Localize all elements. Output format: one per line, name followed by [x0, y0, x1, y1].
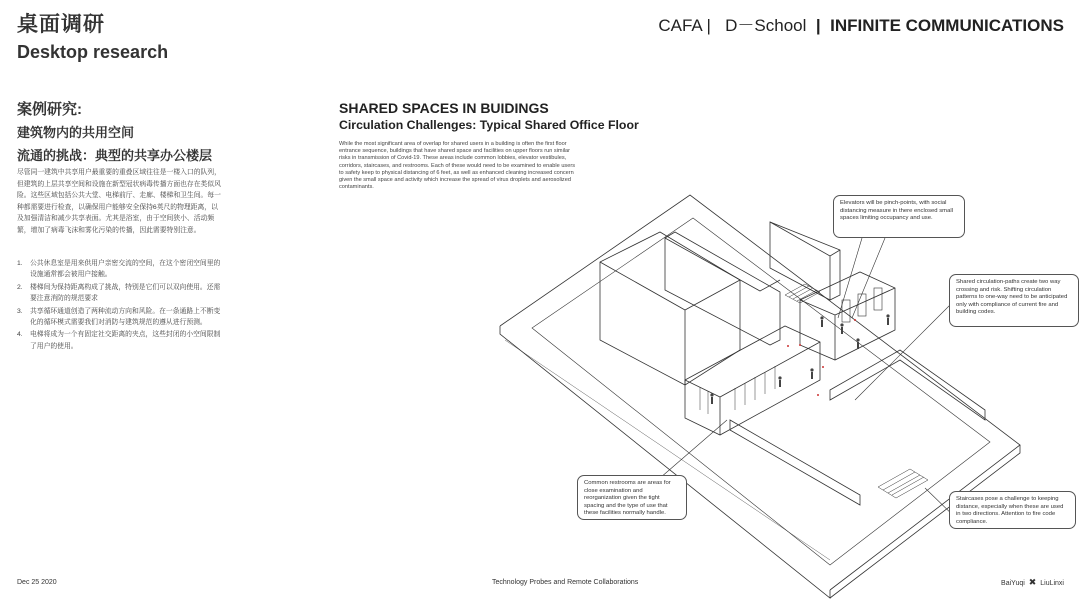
case-study-body: 尽管同一建筑中共享用户最重要的重叠区域往往是一楼入口的队列，但建筑的上层共享空间和设施在新型冠状病毒传播方面也存在类似风险。这些区域包括公共大堂、电梯前厅、走廊、楼梯和卫生间。每一种都需要进行检查，以确保用户能够安全保持6英尺的物理距离，以及加强清洁和减少共享表面。尤其是浴室，由于空间狭小、活动频繁，增加了病毒飞沫和雾化污染的传播，因此需要特别注意。: [17, 169, 221, 234]
elevator-door-2: [858, 294, 866, 316]
cross-icon: ✖: [1028, 577, 1037, 587]
callout-staircases: Staircases pose a challenge to keeping distance, especially when these are used in two directions. Attention to fire code compliance.: [949, 491, 1076, 529]
list-item: 3. 共享循环通道创造了两种流动方向和风险。在一条通路上不断变化的循环模式需要我们对消防与建筑规范的遵从进行预测。: [17, 307, 221, 327]
callout-elevators: Elevators will be pinch-points, with social distancing measure in there enclosed small spaces limiting occupancy and use.: [833, 195, 965, 238]
case-study-subheading: 建筑物内的共用空间: [17, 125, 135, 140]
elevator-core: [800, 272, 895, 360]
footer-center: Technology Probes and Remote Collaborations: [492, 579, 639, 586]
list-item: 4. 电梯将成为一个有固定社交距离的夹点，这些封闭的小空间限制了用户的使用。: [17, 331, 221, 350]
section-subtitle: Circulation Challenges: Typical Shared Office Floor: [339, 118, 639, 132]
staircase-bottom: [878, 469, 928, 498]
org-separator: |: [815, 16, 821, 35]
page-title-en: Desktop research: [17, 42, 169, 62]
callout-leaders: [660, 238, 958, 520]
floor-slab-edge: [500, 326, 830, 598]
case-study-subheading-2: 流通的挑战：典型的共享办公楼层: [17, 148, 213, 163]
org-header: [658, 11, 1064, 36]
footer-authors: [1001, 577, 1064, 588]
elevator-door-3: [874, 288, 882, 310]
org-infinite-communications: INFINITE COMMUNICATIONS: [830, 16, 1064, 35]
list-item: 1. 公共休息室是用来供用户亲密交流的空间，在这个密闭空间里的设施通常都会被用户接触。: [17, 260, 221, 279]
section-paragraph: While the most significant area of overlap for shared users in a building is often the first floor entrance sequence, buildings that have shared space and facilities on upper floors run similar risks in transmission of Covid-19. These areas include common lobbies, elevator vestibules, corridors, staircases, and restrooms. Each of these would need to be examined to enable users to safety keep to physical distancing of 6 feet, as well as enhanced cleaning increased concern given the small space and activity which increase the spread of virus droplets and aerosolized contaminants.: [339, 141, 575, 191]
section-title: SHARED SPACES IN BUIDINGS: [339, 100, 549, 116]
org-dschool: D－School: [725, 16, 807, 35]
distance-markers: [787, 319, 856, 396]
list-item: 2. 楼梯间为保持距离构成了挑战，特别是它们可以双向使用。还需要注意消防的规范要求: [17, 283, 221, 303]
lower-corridor-wall: [730, 420, 860, 505]
org-cafa: CAFA |: [658, 16, 711, 35]
callout-restrooms: Common restrooms are areas for close examination and reorganization given the tight spacing and the type of use that these facilities normally handle.: [577, 475, 687, 520]
case-study-list: [17, 258, 222, 353]
page-title-cn: 桌面调研: [17, 13, 105, 36]
footer-date: Dec 25 2020: [17, 579, 57, 586]
author-1: BaiYuqi: [1001, 580, 1025, 587]
author-2: LiuLinxi: [1040, 580, 1064, 587]
floor-slab-outline: [500, 195, 1020, 590]
case-study-heading: 案例研究:: [17, 101, 82, 118]
callout-circulation: Shared circulation-paths create two way crossing and risk. Shifting circulation patterns to one-way need to be anticipated only with compliance of current fire and building codes.: [949, 274, 1079, 327]
wall-block-top: [665, 232, 780, 345]
